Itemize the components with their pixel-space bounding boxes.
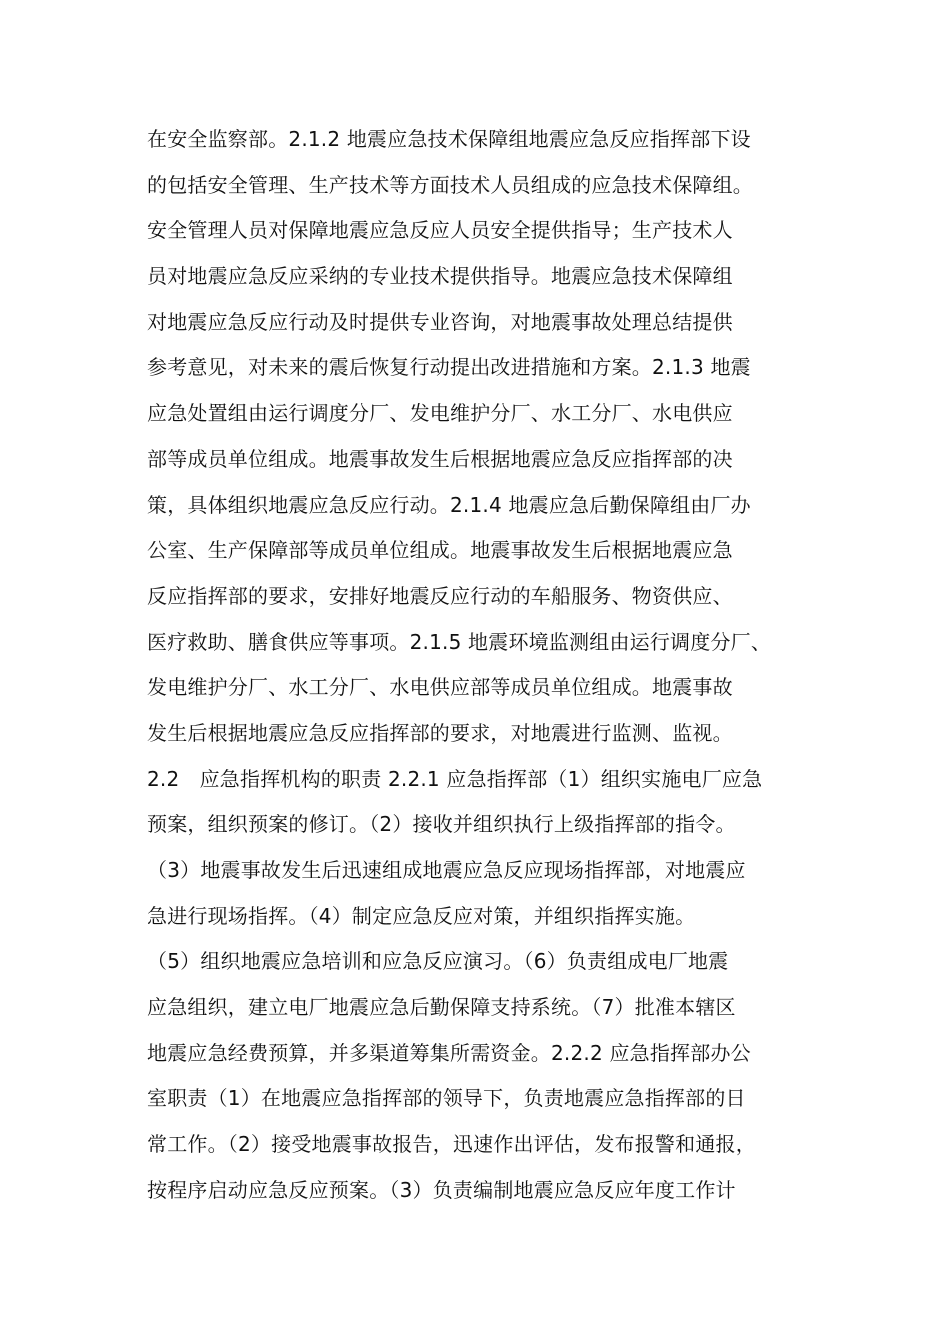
text-line: 常工作。（2）接受地震事故报告，迅速作出评估，发布报警和通报， bbox=[147, 1132, 756, 1157]
text-line: 按程序启动应急反应预案。（3）负责编制地震应急反应年度工作计 bbox=[147, 1177, 736, 1202]
text-line: 对地震应急反应行动及时提供专业咨询，对地震事故处理总结提供 bbox=[147, 309, 733, 334]
body-text bbox=[147, 117, 827, 1214]
text-line: 发电维护分厂、水工分厂、水电供应部等成员单位组成。地震事故 bbox=[147, 675, 733, 700]
text-line: （3）地震事故发生后迅速组成地震应急反应现场指挥部，对地震应 bbox=[147, 858, 746, 882]
text-line: （5）组织地震应急培训和应急反应演习。（6）负责组成电厂地震 bbox=[147, 949, 729, 974]
text-line: 反应指挥部的要求，安排好地震反应行动的车船服务、物资供应、 bbox=[147, 583, 733, 608]
text-line: 策，具体组织地震应急反应行动。2.1.4 地震应急后勤保障组由厂办 bbox=[147, 492, 751, 517]
text-line: 在安全监察部。2.1.2 地震应急技术保障组地震应急反应指挥部下设 bbox=[147, 127, 751, 151]
text-line: 参考意见，对未来的震后恢复行动提出改进措施和方案。2.1.3 地震 bbox=[147, 355, 751, 380]
text-line: 2.2 应急指挥机构的职责 2.2.1 应急指挥部（1）组织实施电厂应急 bbox=[147, 766, 763, 791]
text-line: 急进行现场指挥。（4）制定应急反应对策，并组织指挥实施。 bbox=[147, 903, 696, 928]
text-line: 公室、生产保障部等成员单位组成。地震事故发生后根据地震应急 bbox=[147, 538, 733, 563]
text-line: 的包括安全管理、生产技术等方面技术人员组成的应急技术保障组。 bbox=[147, 172, 753, 197]
text-line: 发生后根据地震应急反应指挥部的要求，对地震进行监测、监视。 bbox=[147, 720, 733, 745]
text-line: 室职责（1）在地震应急指挥部的领导下，负责地震应急指挥部的日 bbox=[147, 1086, 746, 1111]
text-line: 员对地震应急反应采纳的专业技术提供指导。地震应急技术保障组 bbox=[147, 264, 733, 289]
text-line: 地震应急经费预算，并多渠道筹集所需资金。2.2.2 应急指挥部办公 bbox=[147, 1040, 751, 1065]
text-line: 预案，组织预案的修订。（2）接收并组织执行上级指挥部的指令。 bbox=[147, 812, 736, 837]
text-line: 医疗救助、膳食供应等事项。2.1.5 地震环境监测组由运行调度分厂、 bbox=[147, 629, 772, 654]
text-line: 安全管理人员对保障地震应急反应人员安全提供指导；生产技术人 bbox=[147, 218, 733, 243]
text-line: 应急处置组由运行调度分厂、发电维护分厂、水工分厂、水电供应 bbox=[147, 401, 733, 426]
text-line: 部等成员单位组成。地震事故发生后根据地震应急反应指挥部的决 bbox=[147, 446, 733, 471]
text-line: 应急组织，建立电厂地震应急后勤保障支持系统。（7）批准本辖区 bbox=[147, 995, 736, 1020]
